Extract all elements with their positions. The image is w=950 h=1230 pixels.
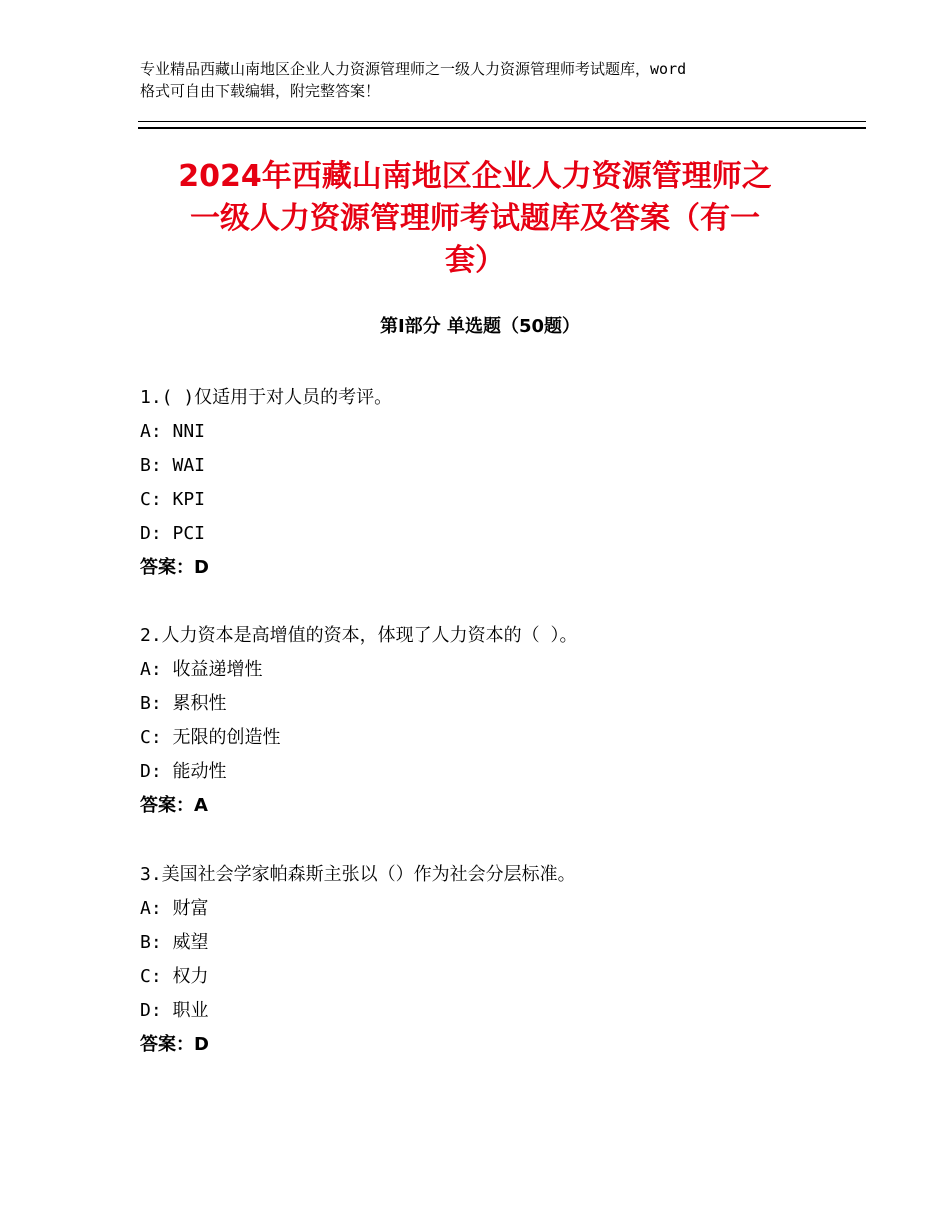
document-title-line-1: 2024年西藏山南地区企业人力资源管理师之 [178, 159, 772, 194]
answer: 答案：D [140, 1034, 209, 1055]
document-title-line-2: 一级人力资源管理师考试题库及答案（有一 [190, 201, 760, 236]
question-2 [140, 619, 840, 823]
option-d: D: PCI [140, 523, 206, 544]
option-d: D: 能动性 [140, 761, 227, 782]
question-3 [140, 858, 840, 1062]
header-divider [138, 121, 866, 129]
question-stem: 1.( )仅适用于对人员的考评。 [140, 387, 393, 408]
question-1 [140, 381, 840, 585]
answer: 答案：D [140, 557, 209, 578]
option-b: B: 威望 [140, 932, 209, 953]
document-title [130, 156, 820, 282]
option-c: C: 权力 [140, 966, 209, 987]
option-b: B: WAI [140, 455, 206, 476]
header-note [140, 58, 830, 102]
option-d: D: 职业 [140, 1000, 209, 1021]
header-note-line-1: 专业精品西藏山南地区企业人力资源管理师之一级人力资源管理师考试题库，word [140, 60, 687, 78]
option-a: A: NNI [140, 421, 206, 442]
option-b: B: 累积性 [140, 693, 227, 714]
header-note-line-2: 格式可自由下载编辑，附完整答案！ [140, 82, 381, 100]
question-stem: 3.美国社会学家帕森斯主张以（）作为社会分层标准。 [140, 864, 576, 885]
option-c: C: KPI [140, 489, 206, 510]
document-title-line-3: 套） [445, 243, 505, 278]
option-c: C: 无限的创造性 [140, 727, 281, 748]
answer: 答案：A [140, 795, 208, 816]
question-stem: 2.人力资本是高增值的资本，体现了人力资本的（ ）。 [140, 625, 578, 646]
section-title: 第Ⅰ部分 单选题（50题） [379, 316, 580, 337]
option-a: A: 收益递增性 [140, 659, 263, 680]
option-a: A: 财富 [140, 898, 209, 919]
